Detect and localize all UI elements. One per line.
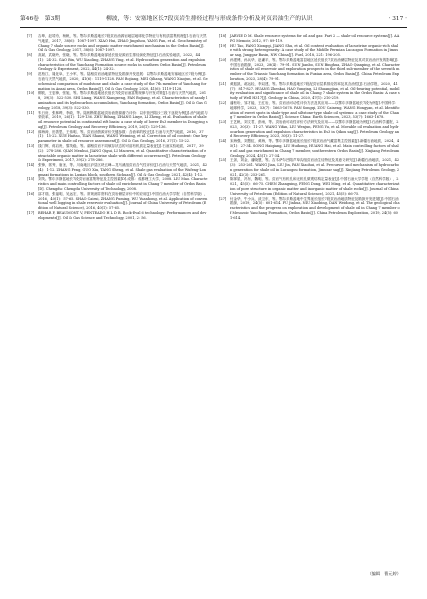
reference-text: 王艺帆，刘文君，彭雨，等。页岩油可动性评价方法研究及应用——以鄂尔多斯盆地为例[J].石油科学通报，2023，30(3)：11-27. WANG Yifan, LIU Wenjun, PENG Yu, et al. Movable oil evaluation and hydrocarbon generation and expulsion characteristics in Es3 in Qikou sag[J]. Petroleum Geology and Recovery Efficiency, 2023, 30(3): 11-27. [230,120,400,139]
reference-text: 邵才瑞，张福明，吴远宏，等。常规测井资料在页岩储层评价中的应用[J].中国石油大学学报（自然科学版），2016，40(1)：57-65. SHAO Cairui, ZHANG Fuming, WU Yuanhong, et al. Application of conventional well logging in shale reservoir evaluation[J]. Journal of China University of Petroleum (Edition of Natural Science), 2016, 40(1): 57-65. [38,191,208,211]
reference-text: 张锋，郭秀，唐圣，等。川南地区泸县区块五峰—龙马溪组页岩含气性评价[J].石油与天然气地质，2021，42(4)：1-12. ZHANG Feng, GUO Xiu, TANG Sheng, et al. Shale gas evaluation of the Wufeng-Longmaxi formations in Luxian block, southern Sichuan[J]. Oil & Gas Geology, 2021, 42(4): 1-12. [38,163,208,177]
reference-text: HU Tao, PANG Xiongqi, JIANG Shu, et al. Oil content evaluation of lacustrine organic-rich shale with strong heterogeneity: A case study of the Middle Permian Lucaogou Formation in Jimusar sag, Junggar Basin, NW China[J]. Fuel, 2018, 221: 196-205. [230,43,399,58]
reference-item [219,58,400,82]
reference-number: [16] [27,191,35,196]
reference-number: [22] [219,100,227,105]
reference-number: [20] [219,57,227,62]
reference-item [27,53,208,72]
reference-number: [26] [219,177,227,182]
reference-item [27,177,208,191]
reference-text: 王剑，刘金，潘晓慧，等。吉木萨尔凹陷芦草沟组页岩油生烃特征及其意义研究[J].新疆石油地质，2021，42(3)：253-261. WANG Jian, LIU Jin, PAN Xiaohui, et al. Precursor and mechanism of hydrocarbon generation for shale oil in Lucaogou formation, Jimusar sag[J]. Xinjiang Petroleum Geology, 2021, 42(3): 253-261. [230,158,400,177]
reference-number: [17] [27,210,35,215]
reference-number: [15] [27,177,35,182]
reference-item [27,91,208,110]
reference-number: [12] [27,129,35,134]
reference-number: [19] [219,43,227,48]
reference-item [27,130,208,144]
header-rule [20,27,407,28]
issue-label: 第3期 [44,16,61,22]
reference-item [219,158,400,177]
reference-text: JARVIE D M. Shale resource systems for oil and gas: Part 2 — shale-oil resource systems[J]. AAPG Memoir, 2012, 97: 89-119. [230,34,400,43]
reference-item [219,197,400,221]
reference-text: 高斌，武晓玲，张晓，等。鄂尔多斯盆地南部延长组烃源岩生排烃演化特征[J].石油实验地质，2022，44(1)：24-32. GAO Bin, WU Xiaoling, ZHANG Ying, et al. Hydrocarbon generation and expulsion characteristics of the Yanchang Formation source rocks in southern Ordos Basin[J]. Petroleum Geology & Experiment, 2022, 44(1): 24-32. [38,53,206,72]
reference-number: [9] [27,72,32,77]
reference-number: [25] [219,158,227,163]
reference-item [27,34,208,53]
page-number: · 317 · [388,16,407,22]
volume-issue [20,14,60,24]
reference-text: 陈掌星，冯东，魏明，等。页岩气有机孔和无机孔微观结构定量表征[J].中国石油大学学报（自然科学版），2021，45(5)：66-75. CHEN Zhangxing, FENG Dong, WEI Ming, et al. Quantitative characterization of pore structure in organic matter and inorganic matter of shale rocks[J]. Journal of China University of Petroleum (Edition of Natural Science), 2021, 45(5): 66-75. [230,177,400,196]
reference-text: 刘茂。鄂尔多斯盆地长7段页岩油富集特征及主控因素[D].成都：成都理工大学，2008. LIU Mao. Characteristics and main controlling factors of shale oil enrichment in Chang 7 member of Ordos Basin[D]. Chengdu: Chengdu University of Technology, 2008. [38,177,208,191]
editor-note: （编辑 曹元婷） [367,571,401,576]
reference-number: [24] [219,139,227,144]
reference-item [27,192,208,211]
reference-text: 孙建博，孙兵华，赵谦平，等。鄂尔多斯盆地富县地区延长组长7页岩油储层特征及其对页岩油开发的影响[J].中国石油勘探，2023，28(4)：79-91. SUN Jianbo, SUN Binghua, ZHAO Qianping, et al. Characteristics of shale oil reservoir and exploration prospects in the third sub-member of the seventh member of the Triassic Yanchang formation in Fuxian area, Ordos Basin[J]. China Petroleum Exploration, 2023, 28(4): 79-91. [230,57,400,82]
running-header [20,14,407,26]
reference-item [219,82,400,101]
reference-item [219,120,400,139]
reference-number: [13] [27,143,35,148]
reference-number: [8] [27,53,32,58]
reference-item [219,101,400,120]
reference-item [27,163,208,177]
reference-item [27,111,208,130]
reference-number: [10] [27,91,35,96]
reference-number: [23] [219,120,227,125]
reference-item [219,34,400,44]
reference-text: 朱日房，张林晔，李政，等。陆相断陷盆地页岩油资源潜力评价：以东营凹陷沙三段下亚段为例[J].油气地质与采收率，2019，26(1)：129-136. ZHU Rifang, ZHANG Linye, LI Zheng, et al. Evaluation of shale oil resource potential in continental rift basin: a case study of lower Es3 member in Dongying sag[J]. Petroleum Geology and Recovery Efficiency, 2019, 26(1): 129-136. [38,110,208,129]
references-left-column [27,34,208,220]
reference-number: [14] [27,163,35,168]
reference-item [219,139,400,158]
reference-text: 范柏江，晁化阜，王小军，等。陆相页岩油地质特征及勘探开发进展：以鄂尔多斯盆地安塞地区长7段为例[J].石油与天然气地质，2020，41(6)：1119-1128. FAN Bojiang, MEI Qiliang, WANG Xiaojun, et al. Geochemical comparison of mudstone and shale: a case study of the 7th member of Yanchang formation in Ansai area, Ordos Basin[J]. Oil & Gas Geology, 2020, 41(6): 1119-1128. [38,72,208,91]
references-right-column [219,34,400,220]
running-title: 柳波，等：安塞地区长7段页岩生排烃过程与形成条件分析及对页岩油生产的认识 [106,16,313,22]
reference-text: 薛海涛，田善思，王伟明，等。页岩油资源评价关键参数：含油率的校正[J].石油与天然气地质，2016，37(1)：15-22. XUE Haitao, TIAN Shansi, WANG Weiming, et al. Correction of oil content: One key parameter in shale oil resource assessment[J]. Oil & Gas Geology, 2016, 37(1): 15-22. [38,129,208,144]
reference-item [27,144,208,163]
reference-number: [11] [27,110,35,115]
reference-text: 潘松圻，邹才能，王红岩，等。页岩油可动性评价方法及其应用——以鄂尔多斯盆地长7段为例[J].中国科学：地球科学，2023，53(7)：1663-1678. PAN Songqi, ZOU Caineng, WANG Hongyan, et al. Identification of sweet spots in shale-type and siltstone-type shale oil systems: a case study of the Chang 7 member in Ordos Basin[J]. Science China: Earth Sciences, 2023, 53(7): 1663-1678. [230,100,400,120]
reference-text: 付金华，牛小兵，淡卫东，等。鄂尔多斯盆地中生界延长组长7段页岩油地质特征及勘探开发进展[J].中国石油勘探，2019，24(5)：601-614. FU Jinhua, NIU Xiaobing, DAN Weidong, et al. The geological characteristics and the progress on exploration and development of shale oil in Chang 7 member of Mesozoic Yanchang Formation, Ordos Basin[J]. China Petroleum Exploration, 2019, 24(5): 601-614. [230,196,400,220]
reference-text: 吉坤，赵靖舟，杨帆，等。鄂尔多斯盆地长7段页岩油源岩地层地球化学特征与有机质富集机理[J].石油与天然气地质，2017，38(6)：1087-1097. XIAO Hui, ZHAO Jingzhou, YANG Fan, et al. Geochemistry of Chang 7 shale source rocks and organic matter enrichment mechanism in the Ordos Basin[J]. Oil & Gas Geology, 2017, 38(6): 1087-1097. [38,34,207,53]
reference-number: [21] [219,81,227,86]
reference-text: 黄振凯，郝运轻，李双建，等。鄂尔多斯盆地长7段泥页岩层系排烃效率及其含油性[J].石油学报，2020，41(7)：817-827. HUANG Zhenkai, HAO Yunqing, LI Shuangjian, et al. Oil-bearing potential, mobility evaluation and significance of shale oil in Chang 7 shale system in the Ordos Basin: A case study of Well H317[J]. Geology in China, 2020, 47(1): 210-219. [230,81,400,101]
reference-text: 宋海强，刘慧虹，黄海，等。鄂尔多斯盆地延长组长7段页岩油气藏富集主控因素[J].新疆石油地质，2024，45(1)：27-34. SONG Haiqiang, LIU Huihong, HUANG Hai, et al. Main controlling factors of shale oil and gas enrichment in Chang 7 member, southwestern Ordos Basin[J]. Xinjiang Petroleum Geology, 2024, 45(1): 27-34. [230,139,400,158]
reference-text: 钱门辉，蒋启贵，黎茂稳，等。湖相页岩不同赋存状态的可溶有机质定量表征[J].石油实验地质，2017，39(2)：278-286. QIAN Menhui, JIANG Qigui, LI Maowen, et al. Quantitative characterization of extractable organic matter in lacustrine shale with different occurrences[J]. Petroleum Geology & Experiment, 2017, 39(2): 278-286. [38,143,207,163]
reference-item [27,72,208,91]
reference-item [27,211,208,221]
reference-number: [7] [27,34,32,38]
reference-number: [27] [219,196,227,201]
reference-item [219,177,400,196]
reference-text: BEHAR F, BEAUMONT V, PENTEADO H L D B. Rock-Eval 6 technology: Performances and developments[J]. Oil & Gas Science and Technology, 2001, 2: 56. [38,210,207,220]
reference-number: [18] [219,34,227,38]
volume-label: 第46卷 [20,16,39,22]
reference-text: 柳波，王忠锋，张旭，等。鄂尔多斯盆地延长组长7段页岩油富集规律与开发对策[J].石油与天然气地质，2018，39(3)：522-530. SHI Liang, WANG Xiangzeng, FAN Bojiang, et al. Characteristics of sandy lamination and its hydrocarbon accumulation, Yanchang formation, Ordos Basin[J]. Oil & Gas Geology, 2018, 39(3): 522-530. [38,91,208,110]
reference-item [219,44,400,58]
